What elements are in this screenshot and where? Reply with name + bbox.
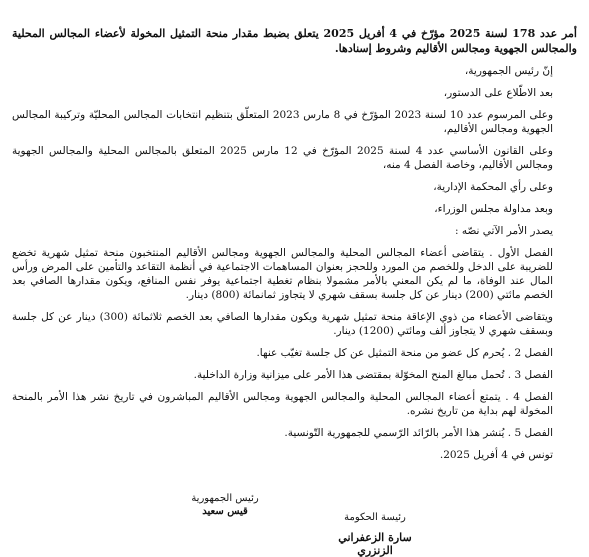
preamble-court-opinion: وعلى رأي المحكمة الإدارية، [433,181,553,193]
president-signature [185,492,265,518]
preamble-decree-law: وعلى المرسوم عدد 10 لسنة 2023 المؤرّخ في 8 مارس 2023 المتعلّق بتنظيم انتخابات المجالس المحليّة وتركيبة المجالس الجهوية ومجالس الأقاليم، [12,109,554,135]
article-5: الفصل 5 . يُنشر هذا الأمر بالرّائد الرّسمي للجمهورية التّونسية. [284,427,553,439]
signatures-block [0,492,589,557]
decree-title: أمر عدد 178 لسنة 2025 مؤرّخ في 4 أفريل 2025 يتعلق بضبط مقدار منحة التمثيل المخولة لأعضاء المجالس المحلية والمجالس الجهوية ومجالس الأقاليم وشروط إسنادها. [12,27,577,55]
president-role: رئيس الجمهورية [191,493,259,504]
article-2: الفصل 2 . يُحرم كل عضو من منحة التمثيل عن كل جلسة تغيّب عنها. [256,347,553,359]
article-1-continued: ويتقاضى الأعضاء من ذوي الإعاقة منحة تمثيل شهرية ويكون مقدارها الصافي بعد الخصم ثلاثمائة (300) دينار عن كل جلسة وبسقف شهري لا يتجاوز ألف ومائتي (1200) دينار. [12,311,554,337]
preamble-council-deliberation: وبعد مداولة مجلس الوزراء، [434,203,553,215]
head-of-government-name: سارة الزعفراني الزنزري [338,531,412,557]
decree-document [12,26,577,470]
article-1: الفصل الأول . يتقاضى أعضاء المجالس المحلية والمجالس الجهوية ومجالس الأقاليم المنتخبون منحة تمثيل شهرية تخضع للضريبة على الدخل وللخصم من المورد وللحجز بعنوان المساهمات الاجتماعية في أنظمة التقاعد والتأمين على المرض ورأس المال عند الوفاة، ما لم يكن المعني بالأمر مشمولا بنظام تغطية اجتماعية يوفر نفس المنافع، ويكون مقدارها الصافي بعد الخصم مائتي (200) دينار عن كل جلسة بسقف شهري لا يتجاوز ثمانمائة (800) دينار. [12,247,553,301]
article-4: الفصل 4 . يتمتع أعضاء المجالس المحلية والمجالس الجهوية ومجالس الأقاليم المباشرون في تاريخ نشر هذا الأمر بالمنحة المخولة لهم بداية من تاريخ نشره. [12,391,553,417]
head-of-government-signature [325,511,425,557]
president-name: قيس سعيد [202,506,248,517]
enacting-clause: يصدر الأمر الآتي نصّه : [454,225,553,237]
preamble-president: إنّ رئيس الجمهورية، [464,65,553,77]
preamble-organic-law: وعلى القانون الأساسي عدد 4 لسنة 2025 المؤرّخ في 12 مارس 2025 المتعلق بالمجالس المحلية والمجالس الجهوية ومجالس الأقاليم، وخاصة الفصل 4 منه، [12,145,553,171]
article-3: الفصل 3 . تُحمل مبالغ المنح المخوّلة بمقتضى هذا الأمر على ميزانية وزارة الداخلية. [193,369,553,381]
preamble-constitution: بعد الاطّلاع على الدستور، [443,87,553,99]
decree-date: تونس في 4 أفريل 2025. [439,449,553,461]
head-of-government-role: رئيسة الحكومة [344,512,406,523]
